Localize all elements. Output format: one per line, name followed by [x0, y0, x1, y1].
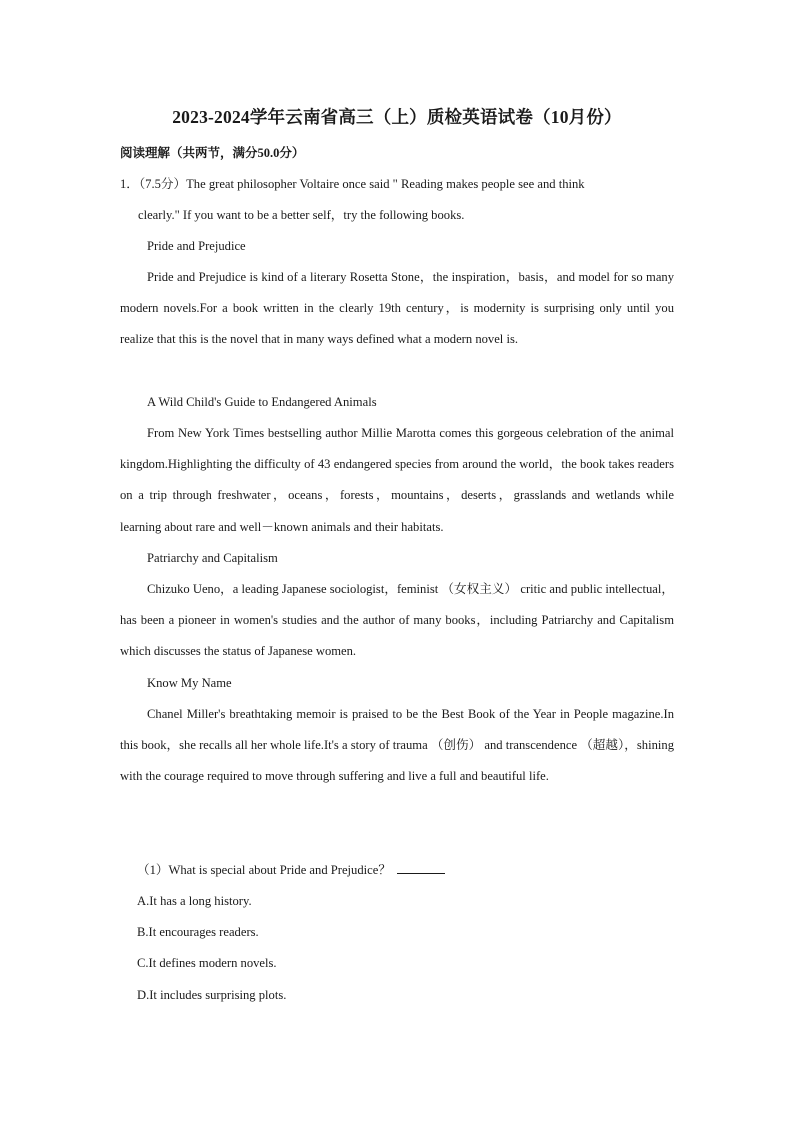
answer-blank[interactable] [397, 861, 445, 874]
option-a[interactable]: A.It has a long history. [137, 894, 252, 908]
sub-question-1-text: （1）What is special about Pride and Prejudice？ [137, 863, 391, 877]
book-text-pride: Pride and Prejudice is kind of a literary Rosetta Stone，the inspiration，basis，and model for so many modern novels.For a book written in the clearly 19th century，is modernity is surprising only until you realize that this is the novel that in many ways defined what a modern novel is. [120, 270, 674, 347]
question-intro [120, 169, 674, 231]
book-text-wild-child: From New York Times bestselling author Millie Marotta comes this gorgeous celebration of the animal kingdom.Highlighting the difficulty of 43 endangered species from around the world，the book takes readers on a trip through freshwater，oceans，forests，mountains，deserts，grasslands and wetlands while learning about rare and well－known animals and their habitats. [120, 426, 674, 534]
book-text-patriarchy: Chizuko Ueno，a leading Japanese sociologist，feminist （女权主义） critic and public intellectual，has been a pioneer in women's studies and the author of many books，including Patriarchy and Capitalism which discusses the status of Japanese women. [120, 582, 674, 659]
book-heading-patriarchy: Patriarchy and Capitalism [147, 551, 278, 565]
option-d[interactable]: D.It includes surprising plots. [137, 988, 287, 1002]
question-intro-line-1: 1．（7.5分）The great philosopher Voltaire once said " Reading makes people see and think [120, 177, 585, 191]
section-heading: 阅读理解（共两节，满分50.0分） [120, 146, 305, 160]
option-c[interactable]: C.It defines modern novels. [137, 956, 277, 970]
exam-title: 2023-2024学年云南省高三（上）质检英语试卷（10月份） [172, 107, 622, 127]
book-heading-wild-child: A Wild Child's Guide to Endangered Animals [147, 395, 377, 409]
book-heading-pride: Pride and Prejudice [147, 239, 246, 253]
question-intro-line-2: clearly." If you want to be a better self，try the following books. [138, 208, 465, 223]
option-b[interactable]: B.It encourages readers. [137, 925, 259, 939]
book-heading-know-my-name: Know My Name [147, 676, 232, 690]
sub-question-1 [137, 855, 445, 886]
book-text-know-my-name: Chanel Miller's breathtaking memoir is praised to be the Best Book of the Year in People magazine.In this book，she recalls all her whole life.It's a story of trauma （创伤） and transcendence （超越），shining with the courage required to move through suffering and live a full and beautiful life. [120, 707, 674, 784]
